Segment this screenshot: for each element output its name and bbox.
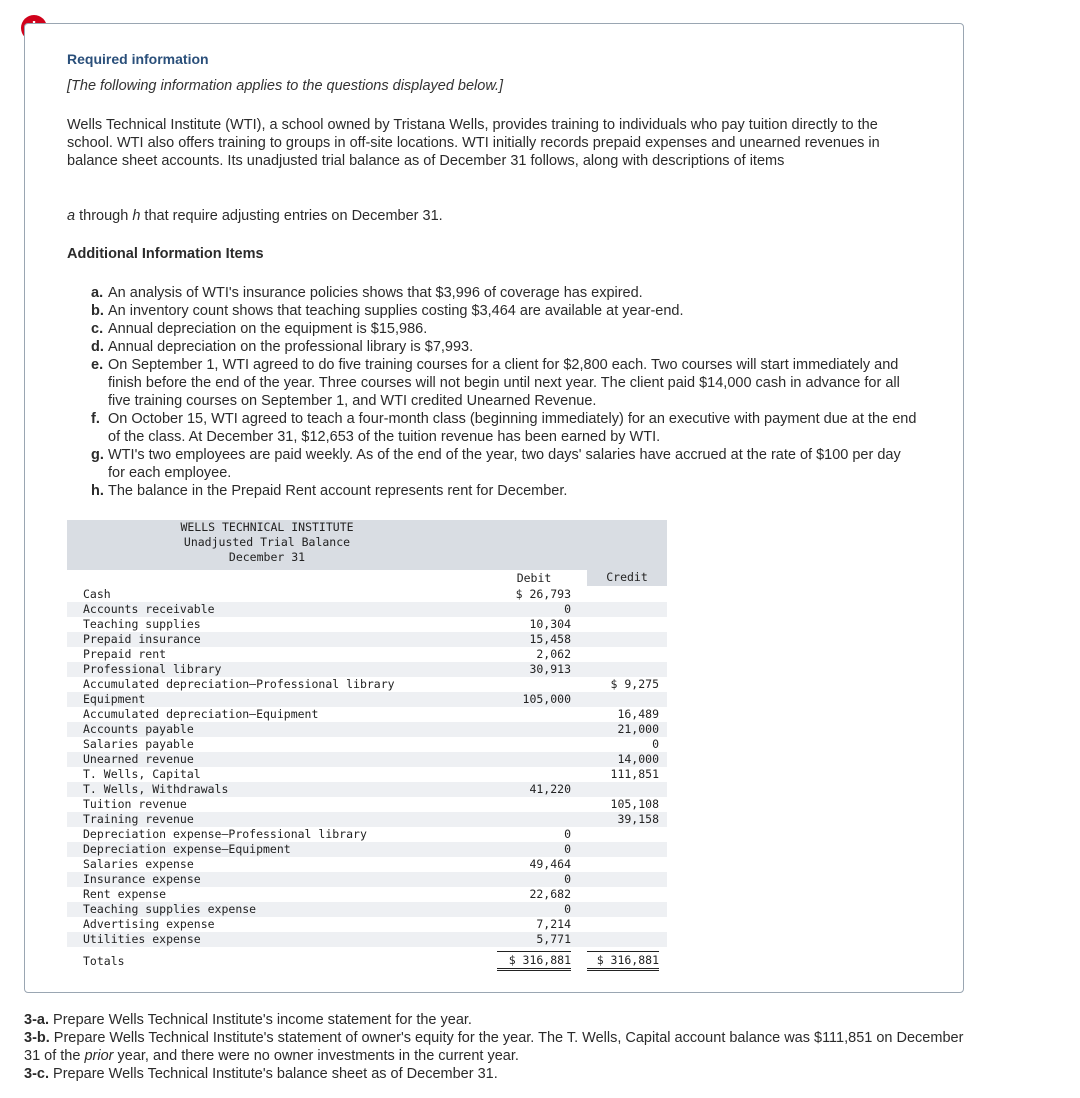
question-label: 3-b. — [24, 1030, 50, 1046]
table-row — [67, 902, 667, 917]
account-name: Salaries payable — [83, 737, 194, 751]
item-text: On October 15, WTI agreed to teach a four-month class (beginning immediately) for an executive with payment due at the end of the class. At December 31, $12,653 of the tuition revenue has been earned by WTI. — [108, 411, 917, 445]
intro-continuation — [67, 208, 443, 224]
question-text: Prepare Wells Technical Institute's statement of owner's equity for the year. The T. Wells, Capital account balance was $111,851 on December 31 of the — [24, 1030, 964, 1064]
item-letter: d. — [91, 339, 104, 355]
item-text: An inventory count shows that teaching supplies costing $3,464 are available at year-end. — [108, 303, 684, 319]
item-letter: g. — [91, 447, 104, 463]
account-name: Unearned revenue — [83, 752, 194, 766]
credit-value: 105,108 — [610, 797, 659, 811]
intro-h: h — [132, 208, 141, 224]
item-text: Annual depreciation on the professional library is $7,993. — [108, 339, 474, 355]
question-text: Prepare Wells Technical Institute's income statement for the year. — [49, 1012, 472, 1028]
account-name: Accumulated depreciation—Equipment — [83, 707, 319, 721]
table-row — [67, 647, 667, 662]
list-item — [91, 284, 921, 302]
account-name: Training revenue — [83, 812, 194, 826]
table-row — [67, 782, 667, 797]
statement-title: Unadjusted Trial Balance — [183, 535, 351, 549]
list-item — [91, 410, 921, 446]
intro-through: through — [75, 208, 133, 224]
account-name: Accounts payable — [83, 722, 194, 736]
credit-value: 16,489 — [617, 707, 659, 721]
company-name: WELLS TECHNICAL INSTITUTE — [180, 520, 354, 534]
debit-value: 15,458 — [529, 632, 571, 646]
list-item — [91, 338, 921, 356]
item-text: An analysis of WTI's insurance policies shows that $3,996 of coverage has expired. — [108, 285, 643, 301]
table-row — [67, 737, 667, 752]
table-row — [67, 827, 667, 842]
table-row — [67, 767, 667, 782]
item-text: Annual depreciation on the equipment is $15,986. — [108, 321, 428, 337]
list-item — [91, 356, 921, 410]
additional-info-list — [91, 284, 921, 500]
account-name: Teaching supplies — [83, 617, 201, 631]
list-item — [91, 482, 921, 500]
table-row — [67, 662, 667, 677]
table-row — [67, 707, 667, 722]
question-label: 3-a. — [24, 1012, 49, 1028]
list-item — [91, 302, 921, 320]
debit-header: Debit — [516, 571, 552, 585]
debit-value: 10,304 — [529, 617, 571, 631]
debit-value: 0 — [564, 602, 571, 616]
account-name: Utilities expense — [83, 932, 201, 946]
account-name: Advertising expense — [83, 917, 215, 931]
account-name: Insurance expense — [83, 872, 201, 886]
account-name: Depreciation expense—Equipment — [83, 842, 291, 856]
question-text-end: year, and there were no owner investments in the current year. — [113, 1048, 519, 1064]
debit-value: 0 — [564, 827, 571, 841]
total-debit: $ 316,881 — [497, 951, 571, 971]
account-name: T. Wells, Capital — [83, 767, 201, 781]
table-row — [67, 722, 667, 737]
table-row — [67, 677, 667, 692]
credit-value: 111,851 — [610, 767, 659, 781]
credit-value: 21,000 — [617, 722, 659, 736]
list-item — [91, 446, 921, 482]
table-row — [67, 872, 667, 887]
table-row — [67, 917, 667, 932]
account-name: Accounts receivable — [83, 602, 215, 616]
debit-value: 7,214 — [536, 917, 571, 931]
item-letter: b. — [91, 303, 104, 319]
account-name: Rent expense — [83, 887, 167, 901]
questions-block — [24, 1011, 964, 1083]
intro-paragraph: Wells Technical Institute (WTI), a school owned by Tristana Wells, provides training to individuals who pay tuition directly to the school. WTI also offers training to groups in off-site locations. WTI initially records prepaid expenses and unearned revenues in balance sheet accounts. Its unadjusted trial balance as of December 31 follows, along with descriptions of items — [67, 117, 880, 169]
table-row — [67, 692, 667, 707]
table-row — [67, 932, 667, 947]
account-name: Professional library — [83, 662, 222, 676]
item-letter: e. — [91, 357, 104, 373]
account-name: Equipment — [83, 692, 146, 706]
credit-value: $ 9,275 — [610, 677, 659, 691]
question-italic: prior — [84, 1048, 114, 1064]
credit-value: 0 — [652, 737, 659, 751]
account-name: Depreciation expense—Professional library — [83, 827, 367, 841]
account-name: Prepaid insurance — [83, 632, 201, 646]
statement-date: December 31 — [228, 550, 306, 564]
required-info-note: [The following information applies to the questions displayed below.] — [67, 78, 504, 94]
debit-value: 49,464 — [529, 857, 571, 871]
debit-value: 0 — [564, 842, 571, 856]
question-3c — [24, 1065, 964, 1083]
item-letter: f. — [91, 411, 100, 427]
debit-value: 22,682 — [529, 887, 571, 901]
debit-value: 0 — [564, 872, 571, 886]
debit-value: 105,000 — [522, 692, 571, 706]
account-name: Cash — [83, 587, 111, 601]
account-name: Teaching supplies expense — [83, 902, 257, 916]
intro-a: a — [67, 208, 76, 224]
account-name: Tuition revenue — [83, 797, 187, 811]
account-name: Prepaid rent — [83, 647, 167, 661]
additional-info-title: Additional Information Items — [67, 246, 264, 262]
required-info-title: Required information — [67, 51, 209, 67]
item-letter: c. — [91, 321, 104, 337]
table-row — [67, 632, 667, 647]
table-row — [67, 587, 667, 602]
item-text: On September 1, WTI agreed to do five training courses for a client for $2,800 each. Two courses will start immediately and finish before the end of the year. Three courses will not begin until next year. The client paid $14,000 cash in advance for all five training courses on September 1, and WTI credited Unearned Revenue. — [108, 357, 900, 409]
item-text: The balance in the Prepaid Rent account represents rent for December. — [108, 483, 568, 499]
item-text: WTI's two employees are paid weekly. As of the end of the year, two days' salaries have accrued at the rate of $100 per day for each employee. — [108, 447, 901, 481]
debit-value: 41,220 — [529, 782, 571, 796]
debit-value: 0 — [564, 902, 571, 916]
item-letter: h. — [91, 483, 104, 499]
list-item — [91, 320, 921, 338]
question-3b — [24, 1029, 964, 1065]
trial-balance-rows — [67, 587, 667, 947]
table-row — [67, 842, 667, 857]
account-name: T. Wells, Withdrawals — [83, 782, 229, 796]
item-letter: a. — [91, 285, 104, 301]
debit-value: 30,913 — [529, 662, 571, 676]
table-row — [67, 752, 667, 767]
table-row — [67, 812, 667, 827]
credit-value: 39,158 — [617, 812, 659, 826]
table-row — [67, 857, 667, 872]
account-name: Salaries expense — [83, 857, 194, 871]
totals-label: Totals — [83, 954, 125, 968]
debit-value: 5,771 — [536, 932, 571, 946]
trial-balance-table — [67, 520, 667, 971]
table-row — [67, 602, 667, 617]
debit-value: 2,062 — [536, 647, 571, 661]
account-name: Accumulated depreciation—Professional library — [83, 677, 395, 691]
column-headers — [67, 570, 667, 587]
required-information-panel — [24, 23, 964, 993]
total-credit: $ 316,881 — [587, 951, 659, 971]
table-row — [67, 617, 667, 632]
trial-balance-header — [67, 520, 667, 570]
table-row — [67, 797, 667, 812]
debit-value: $ 26,793 — [515, 587, 571, 601]
credit-header: Credit — [587, 568, 667, 586]
question-3a — [24, 1011, 964, 1029]
question-label: 3-c. — [24, 1066, 49, 1082]
totals-row — [67, 951, 667, 971]
question-text: Prepare Wells Technical Institute's balance sheet as of December 31. — [49, 1066, 498, 1082]
credit-value: 14,000 — [617, 752, 659, 766]
table-row — [67, 887, 667, 902]
intro-rest: that require adjusting entries on December 31. — [140, 208, 443, 224]
